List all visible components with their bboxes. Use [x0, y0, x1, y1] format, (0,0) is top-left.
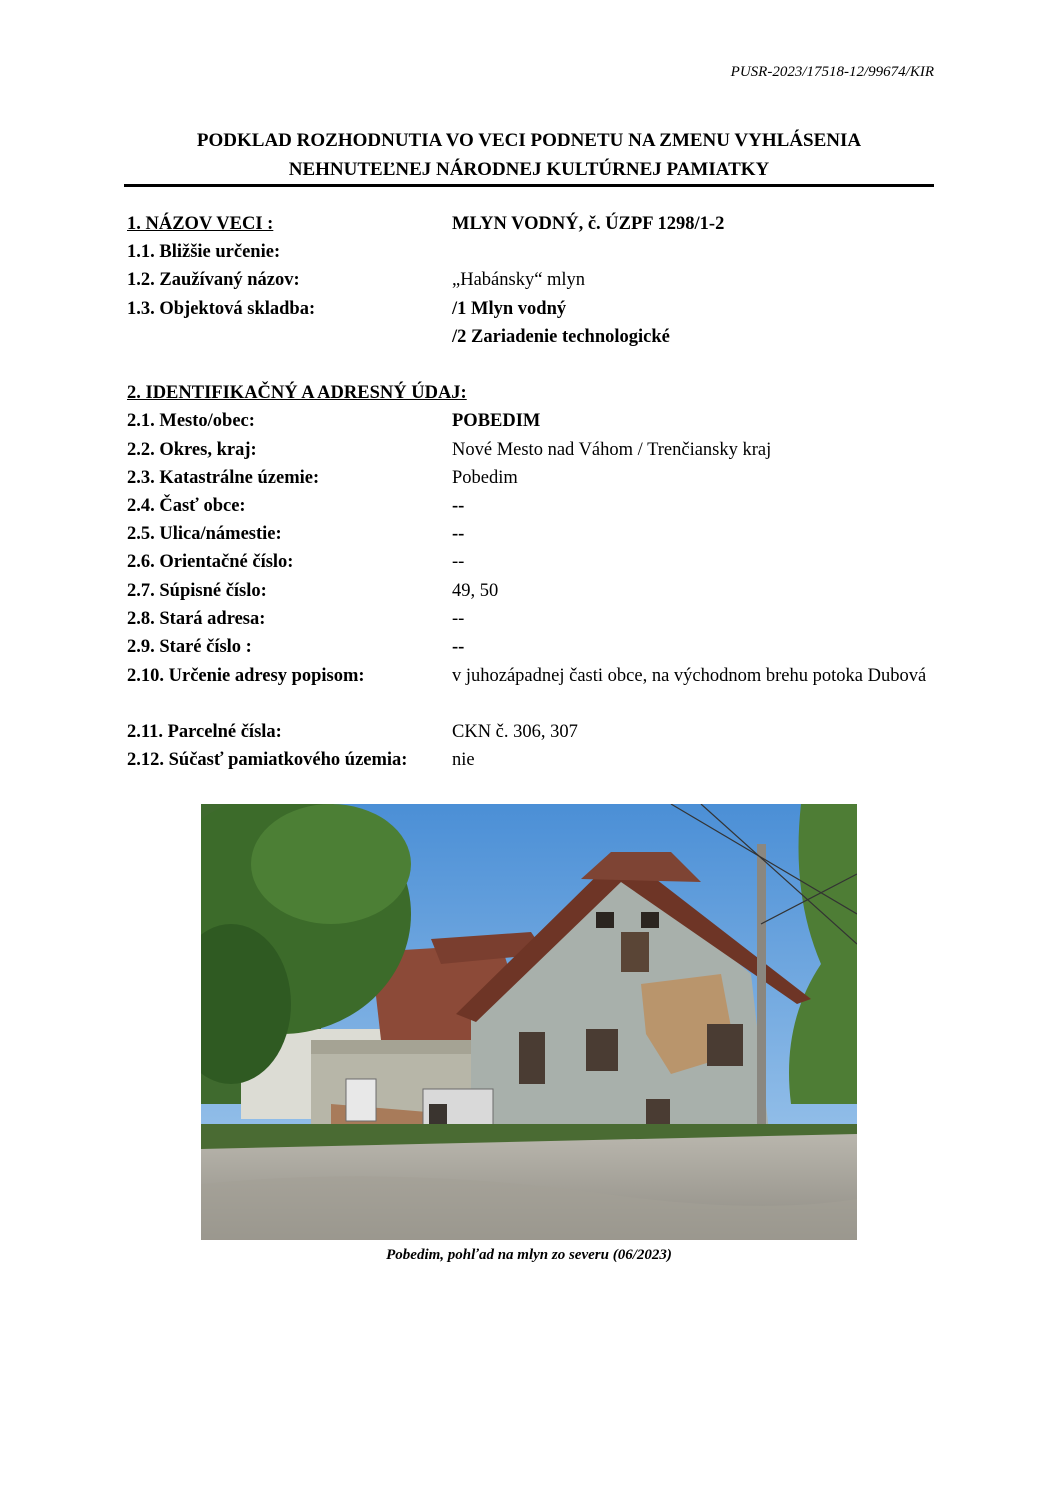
field-label: 2.7. Súpisné číslo:: [127, 581, 267, 601]
field-label: 2.11. Parcelné čísla:: [127, 722, 282, 742]
field-value: /2 Zariadenie technologické: [452, 327, 670, 347]
field-value: --: [452, 609, 465, 629]
field-value: 49, 50: [452, 581, 499, 601]
field-label: 2.3. Katastrálne územie:: [127, 468, 320, 488]
field-label: 1.3. Objektová skladba:: [127, 299, 316, 319]
field-value: --: [452, 637, 465, 657]
field-value: --: [452, 496, 465, 516]
title-line-1: PODKLAD ROZHODNUTIA VO VECI PODNETU NA ZMENU VYHLÁSENIA: [196, 130, 862, 151]
field-value: /1 Mlyn vodný: [452, 299, 567, 319]
field-label: 2.5. Ulica/námestie:: [127, 524, 282, 544]
title-divider: [124, 184, 934, 187]
field-value: Nové Mesto nad Váhom / Trenčiansky kraj: [452, 440, 772, 460]
field-value: „Habánsky“ mlyn: [452, 270, 586, 290]
field-label: 1.2. Zaužívaný názov:: [127, 270, 300, 290]
mill-photo: [201, 804, 857, 1240]
field-value: nie: [452, 750, 475, 770]
photo-caption: Pobedim, pohľad na mlyn zo severu (06/2023): [386, 1247, 672, 1263]
field-value: --: [452, 552, 465, 572]
field-label: 2.6. Orientačné číslo:: [127, 552, 294, 572]
field-value: CKN č. 306, 307: [452, 722, 578, 742]
field-label: 2.8. Stará adresa:: [127, 609, 266, 629]
field-value: v juhozápadnej časti obce, na východnom brehu potoka Dubová: [452, 666, 927, 686]
section2-heading: 2. IDENTIFIKAČNÝ A ADRESNÝ ÚDAJ:: [127, 383, 467, 403]
field-value: --: [452, 524, 465, 544]
document-title: [124, 126, 934, 184]
field-label: 2.12. Súčasť pamiatkového územia:: [127, 750, 408, 770]
section1-heading-value: MLYN VODNÝ, č. ÚZPF 1298/1-2: [452, 214, 725, 234]
field-label: 2.1. Mesto/obec:: [127, 411, 255, 431]
field-label: 2.9. Staré číslo :: [127, 637, 252, 657]
title-line-2: NEHNUTEĽNEJ NÁRODNEJ KULTÚRNEJ PAMIATKY: [288, 159, 770, 180]
field-value: Pobedim: [452, 468, 518, 488]
field-label: 2.4. Časť obce:: [127, 496, 246, 516]
field-label: 2.10. Určenie adresy popisom:: [127, 666, 365, 686]
field-label: 1.1. Bližšie určenie:: [127, 242, 281, 262]
field-label: 2.2. Okres, kraj:: [127, 440, 257, 460]
document-reference-number: PUSR-2023/17518-12/99674/KIR: [730, 64, 934, 80]
field-value: POBEDIM: [452, 411, 541, 431]
section1-heading: 1. NÁZOV VECI :: [127, 214, 274, 234]
